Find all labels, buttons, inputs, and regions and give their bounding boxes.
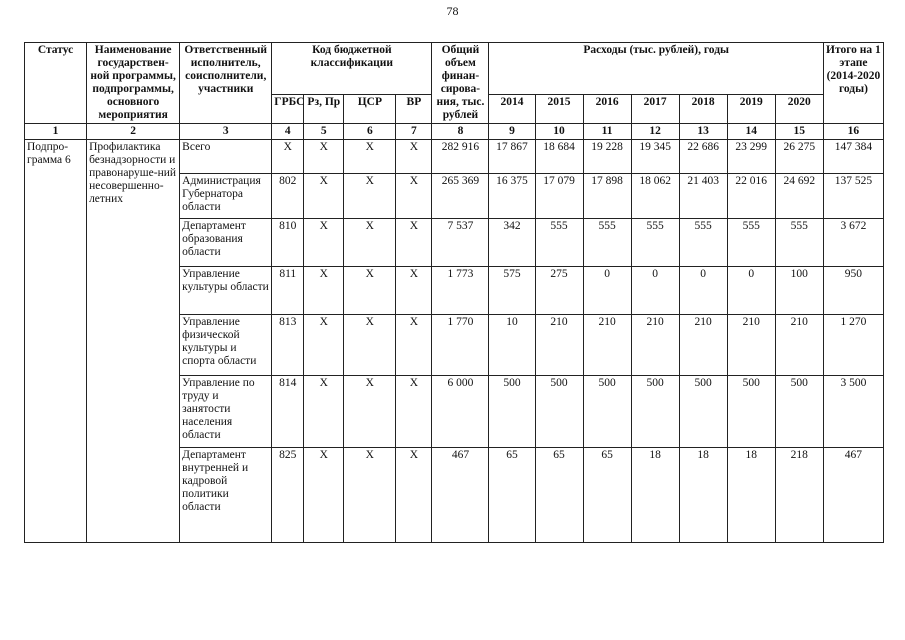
csr-cell: Х bbox=[344, 174, 396, 219]
column-number: 12 bbox=[631, 124, 679, 140]
year-cell: 22 016 bbox=[727, 174, 775, 219]
year-cell: 210 bbox=[727, 315, 775, 376]
year-cell: 18 062 bbox=[631, 174, 679, 219]
table-row bbox=[25, 140, 884, 174]
year-cell: 210 bbox=[631, 315, 679, 376]
column-number: 11 bbox=[583, 124, 631, 140]
rz-pr-cell: Х bbox=[304, 315, 344, 376]
vr-cell: Х bbox=[396, 267, 432, 315]
header-csr: ЦСР bbox=[344, 95, 396, 124]
year-cell: 500 bbox=[583, 376, 631, 448]
year-cell: 10 bbox=[489, 315, 535, 376]
header-program-name: Наименование государствен-ной программы, подпрограммы, основного мероприятия bbox=[87, 43, 180, 124]
year-cell: 26 275 bbox=[775, 140, 823, 174]
year-cell: 17 867 bbox=[489, 140, 535, 174]
year-cell: 500 bbox=[679, 376, 727, 448]
year-cell: 0 bbox=[583, 267, 631, 315]
stage-total-cell: 3 672 bbox=[823, 219, 883, 267]
column-number: 4 bbox=[272, 124, 304, 140]
header-year: 2015 bbox=[535, 95, 583, 124]
header-responsible: Ответственный исполнитель, соисполнители, участники bbox=[180, 43, 272, 124]
year-cell: 500 bbox=[489, 376, 535, 448]
program-name: Профилактика безнадзорности и правонаруше-ний несовершенно-летних bbox=[87, 140, 180, 543]
vr-cell: Х bbox=[396, 448, 432, 543]
participant-name: Департамент образования области bbox=[180, 219, 272, 267]
year-cell: 275 bbox=[535, 267, 583, 315]
year-cell: 65 bbox=[583, 448, 631, 543]
year-cell: 18 bbox=[631, 448, 679, 543]
participant-name: Управление культуры области bbox=[180, 267, 272, 315]
year-cell: 575 bbox=[489, 267, 535, 315]
year-cell: 500 bbox=[775, 376, 823, 448]
grbs-cell: 802 bbox=[272, 174, 304, 219]
vr-cell: Х bbox=[396, 174, 432, 219]
csr-cell: Х bbox=[344, 219, 396, 267]
year-cell: 555 bbox=[583, 219, 631, 267]
vr-cell: Х bbox=[396, 376, 432, 448]
rz-pr-cell: Х bbox=[304, 267, 344, 315]
stage-total-cell: 467 bbox=[823, 448, 883, 543]
year-cell: 0 bbox=[727, 267, 775, 315]
header-stage-total: Итого на 1 этапе (2014-2020 годы) bbox=[823, 43, 883, 124]
budget-table bbox=[24, 42, 884, 543]
grbs-cell: 810 bbox=[272, 219, 304, 267]
total-volume-cell: 1 770 bbox=[432, 315, 489, 376]
year-cell: 18 bbox=[679, 448, 727, 543]
year-cell: 555 bbox=[535, 219, 583, 267]
year-cell: 218 bbox=[775, 448, 823, 543]
grbs-cell: 813 bbox=[272, 315, 304, 376]
page-number: 78 bbox=[446, 4, 459, 18]
participant-name: Администрация Губернатора области bbox=[180, 174, 272, 219]
column-number: 15 bbox=[775, 124, 823, 140]
year-cell: 210 bbox=[679, 315, 727, 376]
csr-cell: Х bbox=[344, 267, 396, 315]
participant-name: Управление физической культуры и спорта области bbox=[180, 315, 272, 376]
year-cell: 555 bbox=[775, 219, 823, 267]
year-cell: 24 692 bbox=[775, 174, 823, 219]
header-grbs: ГРБС bbox=[272, 95, 304, 124]
year-cell: 555 bbox=[727, 219, 775, 267]
column-number: 10 bbox=[535, 124, 583, 140]
grbs-cell: 825 bbox=[272, 448, 304, 543]
grbs-cell: Х bbox=[272, 140, 304, 174]
header-year: 2019 bbox=[727, 95, 775, 124]
header-rz-pr: Рз, Пр bbox=[304, 95, 344, 124]
column-number: 8 bbox=[432, 124, 489, 140]
header-year: 2017 bbox=[631, 95, 679, 124]
year-cell: 19 345 bbox=[631, 140, 679, 174]
year-cell: 210 bbox=[775, 315, 823, 376]
header-budget-code: Код бюджетной классификации bbox=[272, 43, 432, 95]
header-year: 2016 bbox=[583, 95, 631, 124]
stage-total-cell: 3 500 bbox=[823, 376, 883, 448]
year-cell: 210 bbox=[583, 315, 631, 376]
rz-pr-cell: Х bbox=[304, 376, 344, 448]
column-number: 3 bbox=[180, 124, 272, 140]
rz-pr-cell: Х bbox=[304, 219, 344, 267]
csr-cell: Х bbox=[344, 140, 396, 174]
stage-total-cell: 147 384 bbox=[823, 140, 883, 174]
column-number: 6 bbox=[344, 124, 396, 140]
year-cell: 342 bbox=[489, 219, 535, 267]
year-cell: 210 bbox=[535, 315, 583, 376]
rz-pr-cell: Х bbox=[304, 448, 344, 543]
year-cell: 100 bbox=[775, 267, 823, 315]
column-number-row bbox=[25, 124, 884, 140]
total-volume-cell: 1 773 bbox=[432, 267, 489, 315]
total-volume-cell: 265 369 bbox=[432, 174, 489, 219]
participant-name: Всего bbox=[180, 140, 272, 174]
csr-cell: Х bbox=[344, 315, 396, 376]
header-status: Статус bbox=[25, 43, 87, 124]
year-cell: 18 bbox=[727, 448, 775, 543]
year-cell: 19 228 bbox=[583, 140, 631, 174]
csr-cell: Х bbox=[344, 448, 396, 543]
header-total-volume: Общий объем финан-сирова-ния, тыс. рублей bbox=[432, 43, 489, 124]
column-number: 1 bbox=[25, 124, 87, 140]
total-volume-cell: 282 916 bbox=[432, 140, 489, 174]
column-number: 14 bbox=[727, 124, 775, 140]
year-cell: 555 bbox=[631, 219, 679, 267]
vr-cell: Х bbox=[396, 315, 432, 376]
stage-total-cell: 950 bbox=[823, 267, 883, 315]
year-cell: 17 079 bbox=[535, 174, 583, 219]
participant-name: Департамент внутренней и кадровой политики области bbox=[180, 448, 272, 543]
header-vr: ВР bbox=[396, 95, 432, 124]
stage-total-cell: 1 270 bbox=[823, 315, 883, 376]
vr-cell: Х bbox=[396, 140, 432, 174]
column-number: 2 bbox=[87, 124, 180, 140]
year-cell: 0 bbox=[631, 267, 679, 315]
stage-total-cell: 137 525 bbox=[823, 174, 883, 219]
year-cell: 65 bbox=[489, 448, 535, 543]
year-cell: 500 bbox=[535, 376, 583, 448]
year-cell: 17 898 bbox=[583, 174, 631, 219]
grbs-cell: 814 bbox=[272, 376, 304, 448]
year-cell: 0 bbox=[679, 267, 727, 315]
vr-cell: Х bbox=[396, 219, 432, 267]
program-status: Подпро-грамма 6 bbox=[25, 140, 87, 543]
total-volume-cell: 7 537 bbox=[432, 219, 489, 267]
year-cell: 18 684 bbox=[535, 140, 583, 174]
year-cell: 500 bbox=[631, 376, 679, 448]
year-cell: 65 bbox=[535, 448, 583, 543]
column-number: 13 bbox=[679, 124, 727, 140]
grbs-cell: 811 bbox=[272, 267, 304, 315]
header-year: 2018 bbox=[679, 95, 727, 124]
year-cell: 22 686 bbox=[679, 140, 727, 174]
column-number: 7 bbox=[396, 124, 432, 140]
header-year: 2020 bbox=[775, 95, 823, 124]
year-cell: 23 299 bbox=[727, 140, 775, 174]
participant-name: Управление по труду и занятости населения области bbox=[180, 376, 272, 448]
column-number: 16 bbox=[823, 124, 883, 140]
year-cell: 500 bbox=[727, 376, 775, 448]
column-number: 5 bbox=[304, 124, 344, 140]
total-volume-cell: 467 bbox=[432, 448, 489, 543]
csr-cell: Х bbox=[344, 376, 396, 448]
year-cell: 555 bbox=[679, 219, 727, 267]
total-volume-cell: 6 000 bbox=[432, 376, 489, 448]
rz-pr-cell: Х bbox=[304, 140, 344, 174]
year-cell: 21 403 bbox=[679, 174, 727, 219]
header-row bbox=[25, 43, 884, 95]
rz-pr-cell: Х bbox=[304, 174, 344, 219]
header-expenses: Расходы (тыс. рублей), годы bbox=[489, 43, 823, 95]
column-number: 9 bbox=[489, 124, 535, 140]
header-year: 2014 bbox=[489, 95, 535, 124]
year-cell: 16 375 bbox=[489, 174, 535, 219]
